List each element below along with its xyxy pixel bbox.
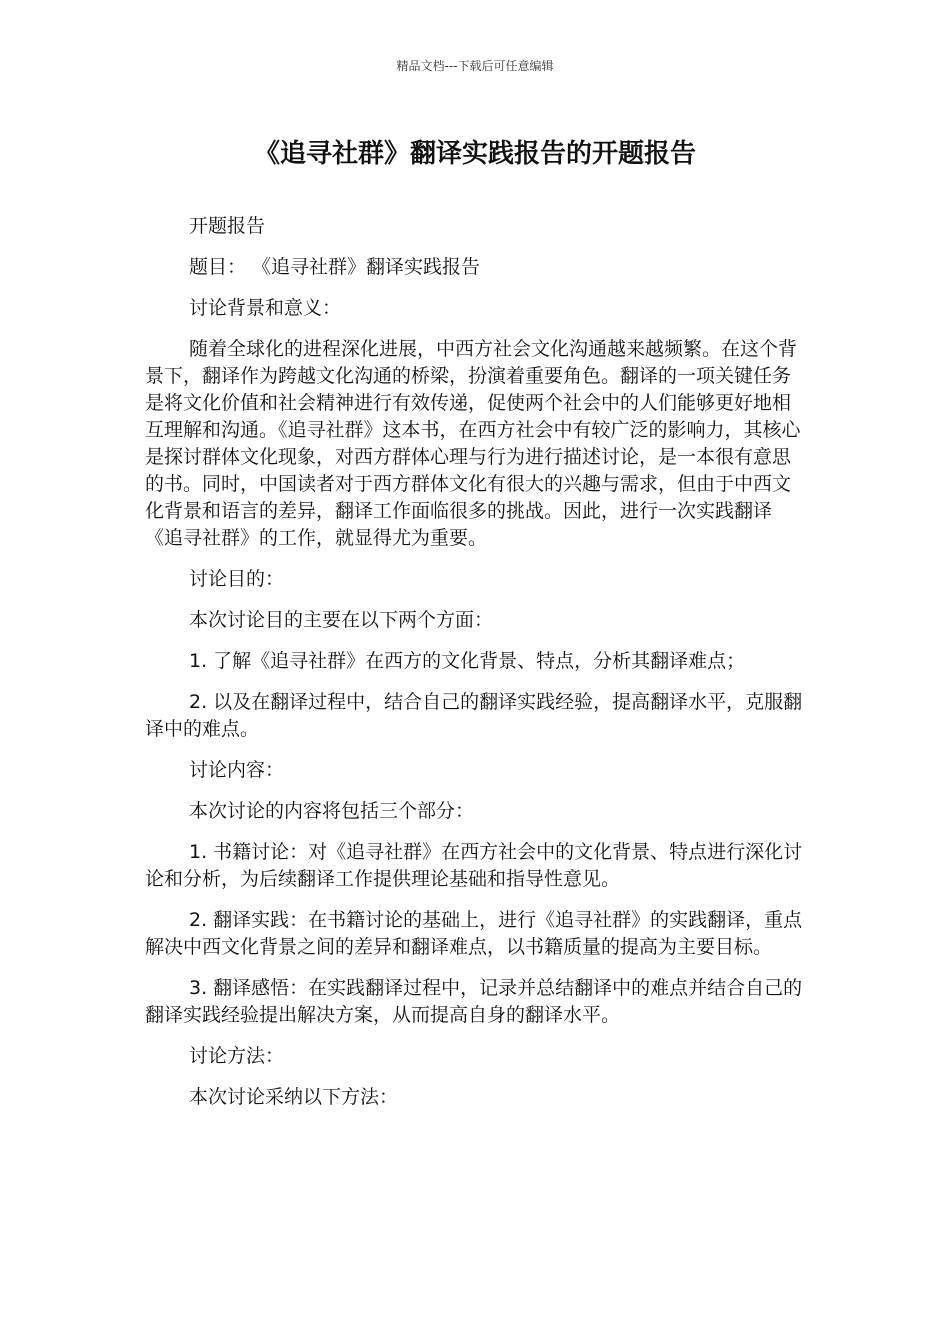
paragraph-topic: 题目： 《追寻社群》翻译实践报告 bbox=[189, 256, 481, 278]
header-note: 精品文档---下载后可任意编辑 bbox=[396, 59, 554, 73]
paragraph-purpose-intro: 本次讨论目的主要在以下两个方面： bbox=[189, 609, 494, 631]
paragraph-heading-method: 讨论方法： bbox=[189, 1045, 285, 1067]
paragraph-content-item-3: 3. 翻译感悟：在实践翻译过程中，记录并总结翻译中的难点并结合自己的翻译实践经验提出解决方案，从而提高自身的翻译水平。 bbox=[145, 977, 803, 1026]
paragraph-purpose-item-2: 2. 以及在翻译过程中，结合自己的翻译实践经验，提高翻译水平，克服翻译中的难点。 bbox=[145, 691, 803, 740]
paragraph-purpose-item-1: 1. 了解《追寻社群》在西方的文化背景、特点，分析其翻译难点； bbox=[189, 650, 746, 672]
paragraph-content-item-2: 2. 翻译实践：在书籍讨论的基础上，进行《追寻社群》的实践翻译，重点解决中西文化背景之间的差异和翻译难点，以书籍质量的提高为主要目标。 bbox=[145, 909, 803, 958]
paragraph-heading-report: 开题报告 bbox=[189, 215, 266, 237]
paragraph-content-intro: 本次讨论的内容将包括三个部分： bbox=[189, 800, 475, 822]
paragraph-content-item-1: 1. 书籍讨论：对《追寻社群》在西方社会中的文化背景、特点进行深化讨论和分析，为后续翻译工作提供理论基础和指导性意见。 bbox=[145, 841, 803, 890]
document-body bbox=[145, 213, 807, 1125]
paragraph-heading-purpose: 讨论目的： bbox=[189, 568, 285, 590]
paragraph-method-intro: 本次讨论采纳以下方法： bbox=[189, 1086, 399, 1108]
document-title: 《追寻社群》翻译实践报告的开题报告 bbox=[253, 139, 696, 169]
paragraph-background: 随着全球化的进程深化进展，中西方社会文化沟通越来越频繁。在这个背景下，翻译作为跨越文化沟通的桥梁，扮演着重要角色。翻译的一项关键任务是将文化价值和社会精神进行有效传递，促使两个社会中的人们能够更好地相互理解和沟通。《追寻社群》这本书，在西方社会中有较广泛的影响力，其核心是探讨群体文化现象，对西方群体心理与行为进行描述讨论，是一本很有意思的书。同时，中国读者对于西方群体文化有很大的兴趣与需求，但由于中西文化背景和语言的差异，翻译工作面临很多的挑战。因此，进行一次实践翻译《追寻社群》的工作，就显得尤为重要。 bbox=[145, 338, 801, 549]
paragraph-heading-content: 讨论内容： bbox=[189, 759, 285, 781]
paragraph-heading-background: 讨论背景和意义： bbox=[189, 297, 342, 319]
